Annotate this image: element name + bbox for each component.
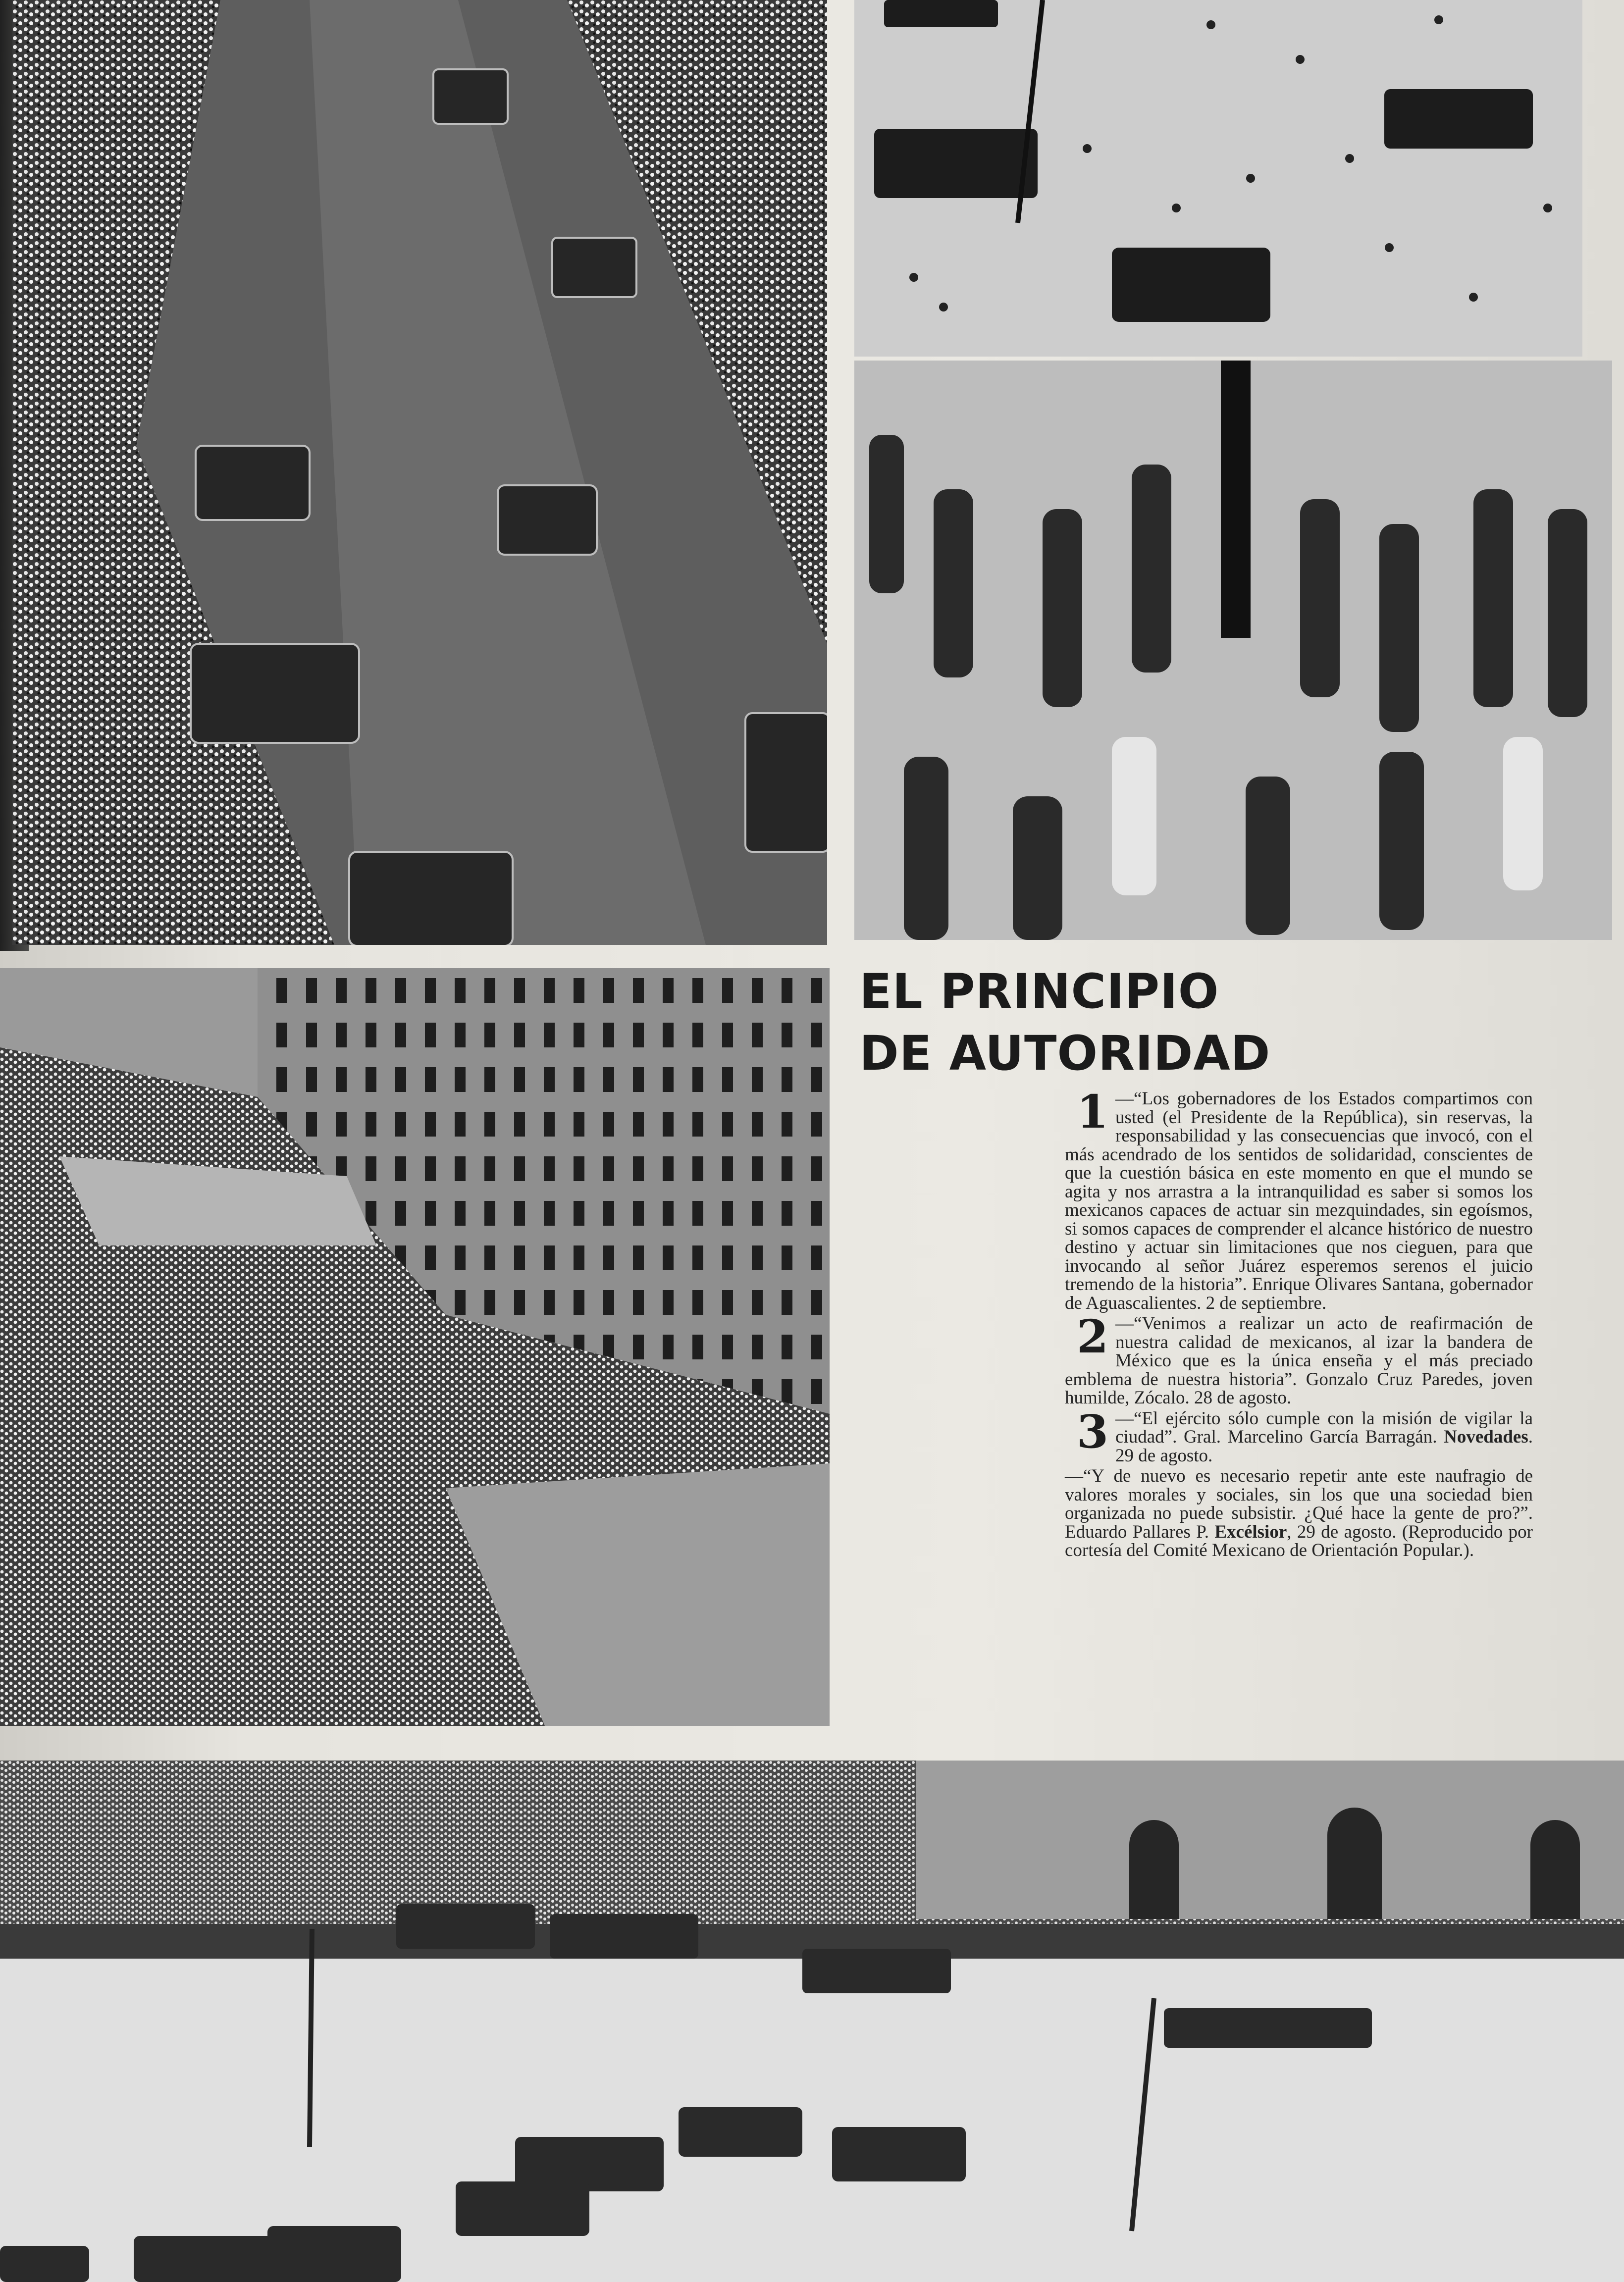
- source-excelsior: Excélsior: [1214, 1521, 1287, 1542]
- article-paragraph-1: [1065, 1085, 1533, 1313]
- source-novedades: Novedades: [1444, 1427, 1528, 1447]
- headline-line-2: DE AUTORIDAD: [859, 1026, 1271, 1081]
- photo-crowd-before-national-palace: [0, 968, 830, 1726]
- paragraph-4-text-end: , 29 de agosto. (Reproducido por cortesía del Comité Mexicano de Orientación Popular.).: [1065, 1521, 1533, 1560]
- headline: [859, 961, 1305, 1085]
- photo-zocalo-tanks-cathedral: [0, 1761, 1624, 2282]
- paragraph-3-text-end: . 29 de agosto.: [1115, 1427, 1533, 1466]
- photo-tanks-in-square: [854, 0, 1582, 357]
- article-paragraph-4: [1065, 1467, 1533, 1560]
- photo-soldiers-running-civilians: [854, 361, 1612, 940]
- paragraph-3-text: —“El ejército sólo cumple con la misión de vigilar la ciudad”. Gral. Marcelino García Barragán.: [1115, 1408, 1533, 1447]
- article-paragraph-2: [1065, 1310, 1533, 1408]
- article-paragraph-3: [1065, 1404, 1533, 1466]
- paragraph-4-text: —“Y de nuevo es necesario repetir ante este naufragio de valores morales y sociales, sin los que una sociedad bien organizada no puede subsistir. ¿Qué hace la gente de pro?”. Eduardo Pallares P.: [1065, 1466, 1533, 1542]
- paragraph-1-text: —“Los gobernadores de los Estados compartimos con usted (el Presidente de la República), sin reservas, la responsabilidad y las consecuencias que invocó, con el más acendrado de los sentidos de solidaridad, conscientes de que la cuestión básica en este momento en que el mundo se agita y nos arrastra a la intranquilidad es saber si somos los mexicanos capaces de actuar sin mezquindades, sin egoísmos, si somos capaces de comprender el alcance histórico de nuestro destino y actuar sin limitaciones que nos cieguen, para que invocando al señor Juárez esperemos serenos el juicio tremendo de la historia”. Enrique Olivares Santana, gobernador de Aguascalientes. 2 de septiembre.: [1065, 1089, 1533, 1313]
- paragraph-number-1: 1: [1077, 1085, 1109, 1139]
- paragraph-2-text: —“Venimos a realizar un acto de reafirmación de nuestra calidad de mexicanos, al izar la bandera de México que es la única enseña y el más preciado emblema de nuestra historia”. Gonzalo Cruz Paredes, joven humilde, Zócalo. 28 de agosto.: [1065, 1313, 1533, 1408]
- paragraph-number-3: 3: [1077, 1404, 1109, 1458]
- headline-line-1: EL PRINCIPIO: [859, 964, 1219, 1019]
- paragraph-number-2: 2: [1077, 1310, 1109, 1363]
- photo-crowd-armored-vehicles: [12, 0, 827, 945]
- article-body: [1065, 1085, 1533, 1562]
